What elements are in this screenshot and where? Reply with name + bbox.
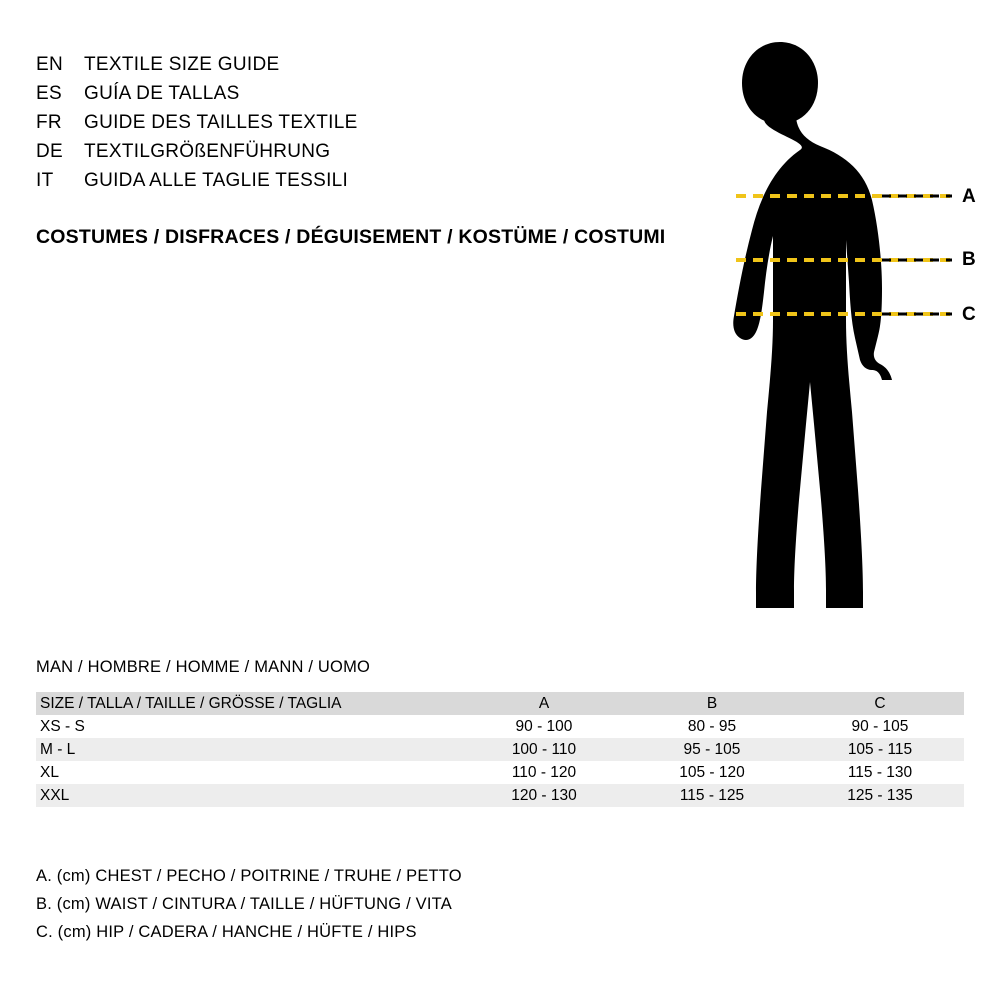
language-text: TEXTILE SIZE GUIDE [84,54,280,75]
table-header-size: SIZE / TALLA / TAILLE / GRÖSSE / TAGLIA [40,694,342,712]
measurement-notes [36,862,462,946]
table-header-row [36,692,964,715]
category-line: COSTUMES / DISFRACES / DÉGUISEMENT / KOSTÜME / COSTUMI [36,226,666,248]
cell-size: M - L [40,740,76,758]
cell-size: XXL [40,786,70,804]
table-row [36,738,964,761]
marker-label-b: B [962,249,976,270]
language-row [36,79,676,108]
cell-size: XS - S [40,717,85,735]
cell-c: 105 - 115 [847,740,913,758]
table-header-c: C [874,694,886,712]
cell-size: XL [40,763,59,781]
body-measurement-figure [660,20,990,630]
table-row [36,761,964,784]
language-code: ES [36,83,62,104]
cell-b: 105 - 120 [679,763,745,781]
language-row [36,108,676,137]
language-text: GUIDA ALLE TAGLIE TESSILI [84,170,349,191]
size-table [36,692,964,807]
language-row [36,166,676,195]
cell-a: 120 - 130 [511,786,577,804]
language-code: IT [36,170,54,191]
note-c: C. (cm) HIP / CADERA / HANCHE / HÜFTE / HIPS [36,923,417,941]
cell-c: 115 - 130 [847,763,913,781]
male-silhouette-icon [660,20,990,630]
note-a: A. (cm) CHEST / PECHO / POITRINE / TRUHE / PETTO [36,867,462,885]
cell-c: 90 - 105 [851,717,909,735]
cell-a: 110 - 120 [511,763,577,781]
language-row [36,50,676,79]
cell-b: 80 - 95 [687,717,737,735]
language-code: FR [36,112,62,133]
table-header-a: A [538,694,550,712]
language-list [36,50,676,195]
marker-label-a: A [962,186,976,207]
cell-c: 125 - 135 [847,786,913,804]
language-text: TEXTILGRÖßENFÜHRUNG [84,141,331,162]
table-title: MAN / HOMBRE / HOMME / MANN / UOMO [36,658,371,676]
language-code: DE [36,141,63,162]
note-b: B. (cm) WAIST / CINTURA / TAILLE / HÜFTUNG / VITA [36,895,452,913]
language-code: EN [36,54,63,75]
language-text: GUIDE DES TAILLES TEXTILE [84,112,358,133]
cell-a: 90 - 100 [515,717,573,735]
table-header-b: B [706,694,718,712]
table-row [36,784,964,807]
language-row [36,137,676,166]
marker-label-c: C [962,304,976,325]
cell-b: 115 - 125 [679,786,745,804]
cell-a: 100 - 110 [511,740,577,758]
language-text: GUÍA DE TALLAS [84,83,240,104]
cell-b: 95 - 105 [683,740,741,758]
table-row [36,715,964,738]
